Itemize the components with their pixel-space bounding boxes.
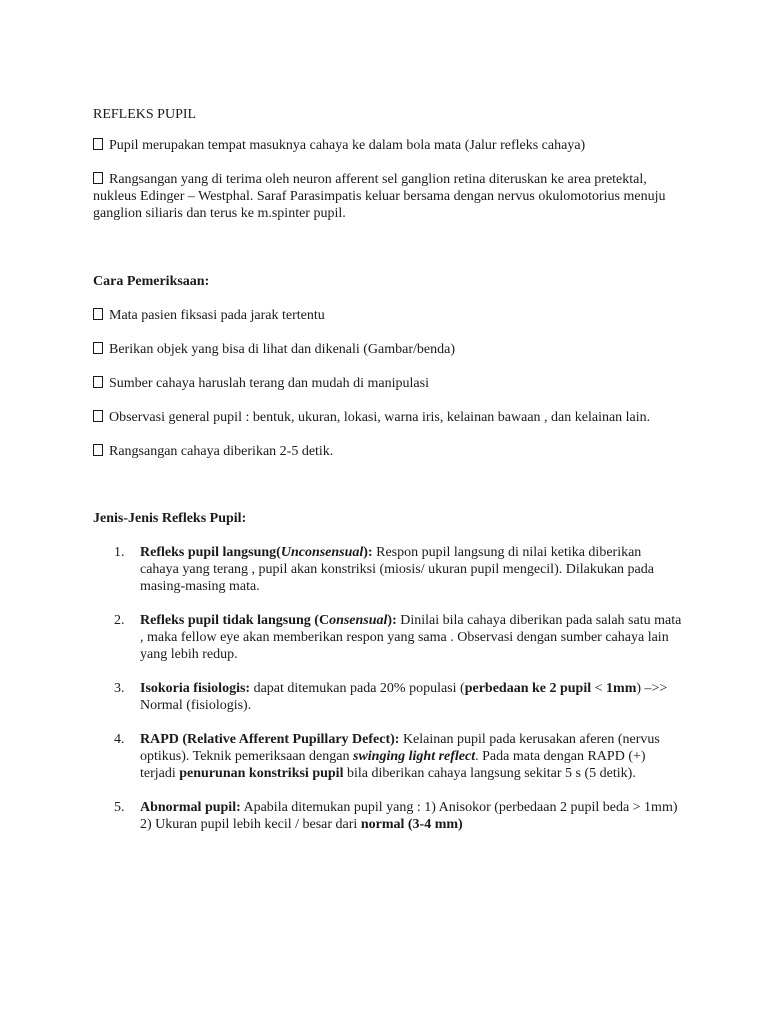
list-item [93,799,683,833]
item-term: RAPD (Relative Afferent Pupillary Defect): [140,732,400,747]
exam-item [93,307,683,324]
checkbox-glyph-icon [93,138,103,150]
exam-item-text: Sumber cahaya haruslah terang dan mudah di manipulasi [109,376,429,391]
item-text: Apabila ditemukan pupil yang : 1) Anisokor (perbedaan 2 pupil beda > 1mm) 2) Ukuran pupil lebih kecil / besar dari [140,800,678,832]
exam-item [93,443,683,460]
exam-item [93,375,683,392]
document-title: REFLEKS PUPIL [93,107,197,122]
checkbox-glyph-icon [93,342,103,354]
exam-item-text: Rangsangan cahaya diberikan 2-5 detik. [109,444,334,459]
item-text: dapat ditemukan pada 20% populasi ( [250,681,465,696]
item-emphasis: normal (3-4 mm) [360,817,463,832]
item-emphasis-italic: swinging light reflect [353,749,476,764]
list-number: 4. [114,732,125,747]
exam-item-text: Berikan objek yang bisa di lihat dan dikenali (Gambar/benda) [109,342,456,357]
spacer [93,239,683,273]
item-text: Dinilai bila cahaya diberikan pada salah satu mata , maka fellow eye akan memberikan respon yang sama . Observasi dengan sumber cahaya lain yang lebih redup. [140,613,682,662]
item-term: Refleks pupil tidak langsung (C [140,613,330,628]
item-term: Refleks pupil langsung( [140,545,281,560]
exam-item [93,409,683,426]
checkbox-glyph-icon [93,308,103,320]
item-term: Isokoria fisiologis: [140,681,251,696]
item-term: Abnormal pupil: [140,800,241,815]
intro-text: Rangsangan yang di terima oleh neuron afferent sel ganglion retina diteruskan ke area pretektal, nukleus Edinger – Westphal. Saraf Parasimpatis keluar bersama dengan nervus okulomotorius menuju ganglion siliaris dan terus ke m.spinter pupil. [93,172,666,221]
list-number: 1. [114,545,125,560]
checkbox-glyph-icon [93,410,103,422]
item-term-italic: Unconsensual [280,545,364,560]
list-item [93,544,683,595]
section-heading-exam: Cara Pemeriksaan: [93,274,210,289]
item-text: . Pada mata dengan RAPD (+) terjadi [140,749,646,781]
exam-item [93,341,683,358]
item-term-end: ): [387,613,397,628]
item-emphasis: perbedaan ke 2 pupil [464,681,592,696]
list-item [93,612,683,663]
document-content [93,106,683,850]
list-number: 5. [114,800,125,815]
exam-item-text: Mata pasien fiksasi pada jarak tertentu [109,308,325,323]
checkbox-glyph-icon [93,444,103,456]
exam-item-text: Observasi general pupil : bentuk, ukuran, lokasi, warna iris, kelainan bawaan , dan kelainan lain. [109,410,651,425]
item-text: < [591,681,607,696]
checkbox-glyph-icon [93,172,103,184]
list-number: 2. [114,613,125,628]
item-emphasis: penurunan konstriksi pupil [179,766,344,781]
list-item [93,680,683,714]
item-text: Respon pupil langsung di nilai ketika diberikan cahaya yang terang , pupil akan konstriksi (miosis/ ukuran pupil mengecil). Dilakukan pada masing-masing mata. [140,545,654,594]
item-text: Kelainan pupil pada kerusakan aferen (nervus optikus). Teknik pemeriksaan dengan [140,732,660,764]
item-emphasis: 1mm [606,681,637,696]
item-term-italic: onsensual [329,613,388,628]
item-term-end: ): [363,545,373,560]
list-number: 3. [114,681,125,696]
checkbox-glyph-icon [93,376,103,388]
intro-paragraph [93,171,683,222]
intro-text: Pupil merupakan tempat masuknya cahaya ke dalam bola mata (Jalur refleks cahaya) [109,138,586,153]
spacer [93,477,683,510]
item-text: ) –>> Normal (fisiologis). [140,681,668,713]
section-heading-types: Jenis-Jenis Refleks Pupil: [93,511,247,526]
reflex-types-list [93,544,683,833]
item-text: bila diberikan cahaya langsung sekitar 5 s (5 detik). [343,766,636,781]
intro-paragraph [93,137,683,154]
list-item [93,731,683,782]
